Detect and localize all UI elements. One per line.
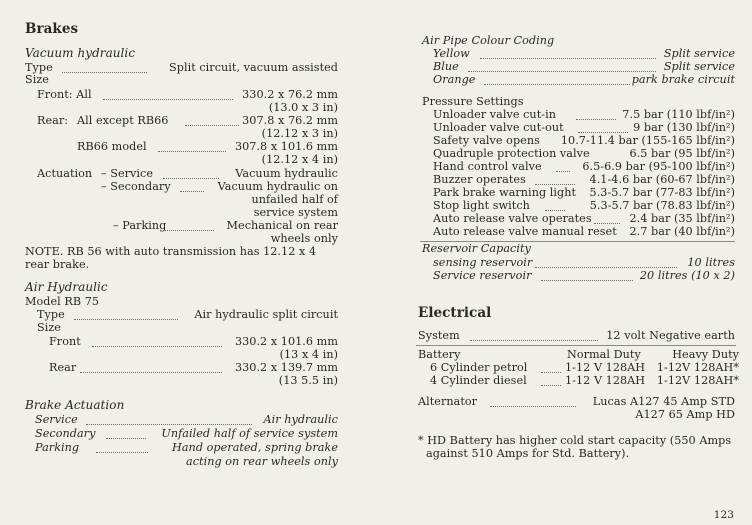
- brake-secondary-value: Unfailed half of service system: [161, 427, 338, 440]
- actuation-parking-label: – Parking: [113, 219, 167, 232]
- pressure-row-label: Stop light switch: [433, 199, 530, 212]
- vacuum-front-value: 330.2 x 76.2 mm: [242, 88, 338, 101]
- reservoir-heading: Reservoir Capacity: [422, 242, 531, 255]
- petrol-normal: 1-12 V 128AH: [565, 361, 646, 374]
- petrol-heavy: 1-12V 128AH*: [656, 361, 739, 374]
- leader-dots: [468, 71, 656, 72]
- diesel-normal: 1-12 V 128AH: [565, 374, 646, 387]
- leader-dots: [185, 125, 239, 126]
- rb66-value: 307.8 x 101.6 mm: [234, 140, 338, 153]
- pressure-row-value: 10.7-11.4 bar (155-165 lbf/in²): [560, 134, 735, 147]
- air-rear-inches: (13 5.5 in): [278, 374, 338, 387]
- leader-dots: [541, 372, 561, 373]
- pressure-settings-heading: Pressure Settings: [422, 95, 524, 108]
- pipe-colour-heading: Air Pipe Colour Coding: [422, 34, 555, 47]
- pressure-row-label: Safety valve opens: [433, 134, 540, 147]
- reservoir-row-value: 10 litres: [687, 256, 735, 269]
- pressure-row-value: 9 bar (130 lbf/in²): [633, 121, 735, 134]
- leader-dots: [594, 223, 620, 224]
- brake-service-label: Service: [35, 413, 78, 426]
- brake-parking-value: Hand operated, spring brake: [172, 441, 338, 454]
- brakes-title: Brakes: [25, 21, 79, 37]
- electrical-title: Electrical: [418, 305, 492, 321]
- brake-parking-label: Parking: [35, 441, 80, 454]
- diesel-label: 4 Cylinder diesel: [430, 374, 527, 387]
- pressure-row-label: Hand control valve: [433, 160, 542, 173]
- brake-secondary-label: Secondary: [35, 427, 96, 440]
- rb66-inches: (12.12 x 4 in): [261, 153, 338, 166]
- leader-dots: [62, 72, 147, 73]
- vacuum-type-label: Type: [25, 61, 53, 74]
- pressure-row-label: Unloader valve cut-out: [433, 121, 564, 134]
- leader-dots: [80, 372, 222, 373]
- pressure-row-value: 5.3-5.7 bar (78.83 lbf/in²): [589, 199, 735, 212]
- petrol-label: 6 Cylinder petrol: [430, 361, 528, 374]
- pipe-blue-label: Blue: [433, 60, 459, 73]
- vacuum-note-line1: NOTE. RB 56 with auto transmission has 12.12 x 4: [25, 245, 317, 258]
- battery-label: Battery: [418, 348, 461, 361]
- pressure-row-label: Quadruple protection valve: [433, 147, 590, 160]
- alternator-label: Alternator: [418, 395, 478, 408]
- reservoir-row-label: sensing reservoir: [433, 256, 533, 269]
- pressure-row-label: Park brake warning light: [433, 186, 577, 199]
- pipe-yellow-value: Split service: [663, 47, 735, 60]
- pressure-row-value: 6.5 bar (95 lbf/in²): [629, 147, 735, 160]
- air-rear-label: Rear: [49, 361, 77, 374]
- actuation-secondary-cont1: unfailed half of: [251, 193, 338, 206]
- actuation-service-value: Vacuum hydraulic: [235, 167, 338, 180]
- pressure-row-value: 7.5 bar (110 lbf/in²): [622, 108, 735, 121]
- rb66-label: RB66 model: [77, 140, 147, 153]
- leader-dots: [484, 84, 630, 85]
- actuation-secondary-value: Vacuum hydraulic on: [217, 180, 338, 193]
- vacuum-front-inches: (13.0 x 3 in): [268, 101, 338, 114]
- actuation-service-label: – Service: [101, 167, 154, 180]
- pipe-yellow-label: Yellow: [433, 47, 470, 60]
- actuation-secondary-cont2: service system: [253, 206, 338, 219]
- leader-dots: [556, 171, 570, 172]
- pipe-orange-label: Orange: [433, 73, 476, 86]
- vacuum-rear-sub: All except RB66: [77, 114, 169, 127]
- battery-footnote-line1: * HD Battery has higher cold start capacity (550 Amps: [418, 434, 732, 447]
- vacuum-hydraulic-heading: Vacuum hydraulic: [25, 46, 136, 60]
- brake-parking-cont: acting on rear wheels only: [185, 455, 338, 468]
- pressure-row-label: Auto release valve operates: [433, 212, 592, 225]
- pressure-row-value: 4.1-4.6 bar (60-67 lbf/in²): [589, 173, 735, 186]
- leader-dots: [578, 132, 628, 133]
- leader-dots: [535, 184, 575, 185]
- vacuum-front-label: Front: All: [37, 88, 92, 101]
- leader-dots: [480, 58, 656, 59]
- pipe-blue-value: Split service: [663, 60, 735, 73]
- brake-service-value: Air hydraulic: [263, 413, 338, 426]
- pressure-row-label: Unloader valve cut-in: [433, 108, 556, 121]
- vacuum-rear-inches: (12.12 x 3 in): [261, 127, 338, 140]
- air-front-inches: (13 x 4 in): [279, 348, 338, 361]
- actuation-label: Actuation: [37, 167, 93, 180]
- normal-duty-header: Normal Duty: [567, 348, 641, 361]
- battery-footnote-line2: against 510 Amps for Std. Battery).: [426, 447, 630, 460]
- heavy-duty-header: Heavy Duty: [672, 348, 739, 361]
- page-number: 123: [713, 509, 734, 521]
- vacuum-size-label: Size: [25, 73, 49, 86]
- pressure-row-label: Buzzer operates: [433, 173, 526, 186]
- pressure-row-value: 5.3-5.7 bar (77-83 lbf/in²): [589, 186, 735, 199]
- vacuum-type-value: Split circuit, vacuum assisted: [169, 61, 338, 74]
- alternator-value: Lucas A127 45 Amp STD: [592, 395, 735, 408]
- leader-dots: [106, 438, 146, 439]
- pressure-row-value: 2.7 bar (40 lbf/in²): [629, 225, 735, 238]
- alternator-value-hd: A127 65 Amp HD: [635, 408, 735, 421]
- air-hydraulic-heading: Air Hydraulic: [25, 280, 108, 294]
- pipe-orange-value: park brake circuit: [631, 73, 735, 86]
- air-front-label: Front: [49, 335, 81, 348]
- air-type-label: Type: [37, 308, 65, 321]
- leader-dots: [545, 210, 565, 211]
- leader-dots: [74, 319, 178, 320]
- leader-dots: [103, 99, 233, 100]
- leader-dots: [163, 178, 219, 179]
- vacuum-note-line2: rear brake.: [25, 258, 90, 271]
- air-front-value: 330.2 x 101.6 mm: [234, 335, 338, 348]
- leader-dots: [541, 385, 561, 386]
- brake-actuation-heading: Brake Actuation: [25, 398, 125, 412]
- pressure-row-value: 6.5-6.9 bar (95-100 lbf/in²): [582, 160, 735, 173]
- actuation-parking-value: Mechanical on rear: [226, 219, 338, 232]
- system-value: 12 volt Negative earth: [606, 329, 735, 342]
- leader-dots: [158, 151, 226, 152]
- pressure-row-value: 2.4 bar (35 lbf/in²): [629, 212, 735, 225]
- air-type-value: Air hydraulic split circuit: [194, 308, 338, 321]
- leader-dots: [92, 346, 222, 347]
- air-rear-value: 330.2 x 139.7 mm: [234, 361, 338, 374]
- leader-dots: [490, 406, 576, 407]
- diesel-heavy: 1-12V 128AH*: [656, 374, 739, 387]
- leader-dots: [535, 267, 677, 268]
- leader-dots: [180, 191, 204, 192]
- actuation-secondary-label: – Secondary: [101, 180, 171, 193]
- reservoir-row-value: 20 litres (10 x 2): [639, 269, 735, 282]
- system-label: System: [418, 329, 460, 342]
- vacuum-rear-value: 307.8 x 76.2 mm: [242, 114, 338, 127]
- actuation-parking-cont: wheels only: [270, 232, 338, 245]
- air-size-label: Size: [37, 321, 61, 334]
- leader-dots: [86, 424, 252, 425]
- air-model: Model RB 75: [25, 295, 100, 308]
- vacuum-rear-label: Rear:: [37, 114, 69, 127]
- pressure-row-label: Auto release valve manual reset: [433, 225, 617, 238]
- leader-dots: [164, 230, 214, 231]
- reservoir-row-label: Service reservoir: [433, 269, 532, 282]
- leader-dots: [470, 340, 598, 341]
- leader-dots: [576, 119, 616, 120]
- leader-dots: [96, 452, 148, 453]
- section-divider: [416, 345, 736, 346]
- leader-dots: [541, 280, 633, 281]
